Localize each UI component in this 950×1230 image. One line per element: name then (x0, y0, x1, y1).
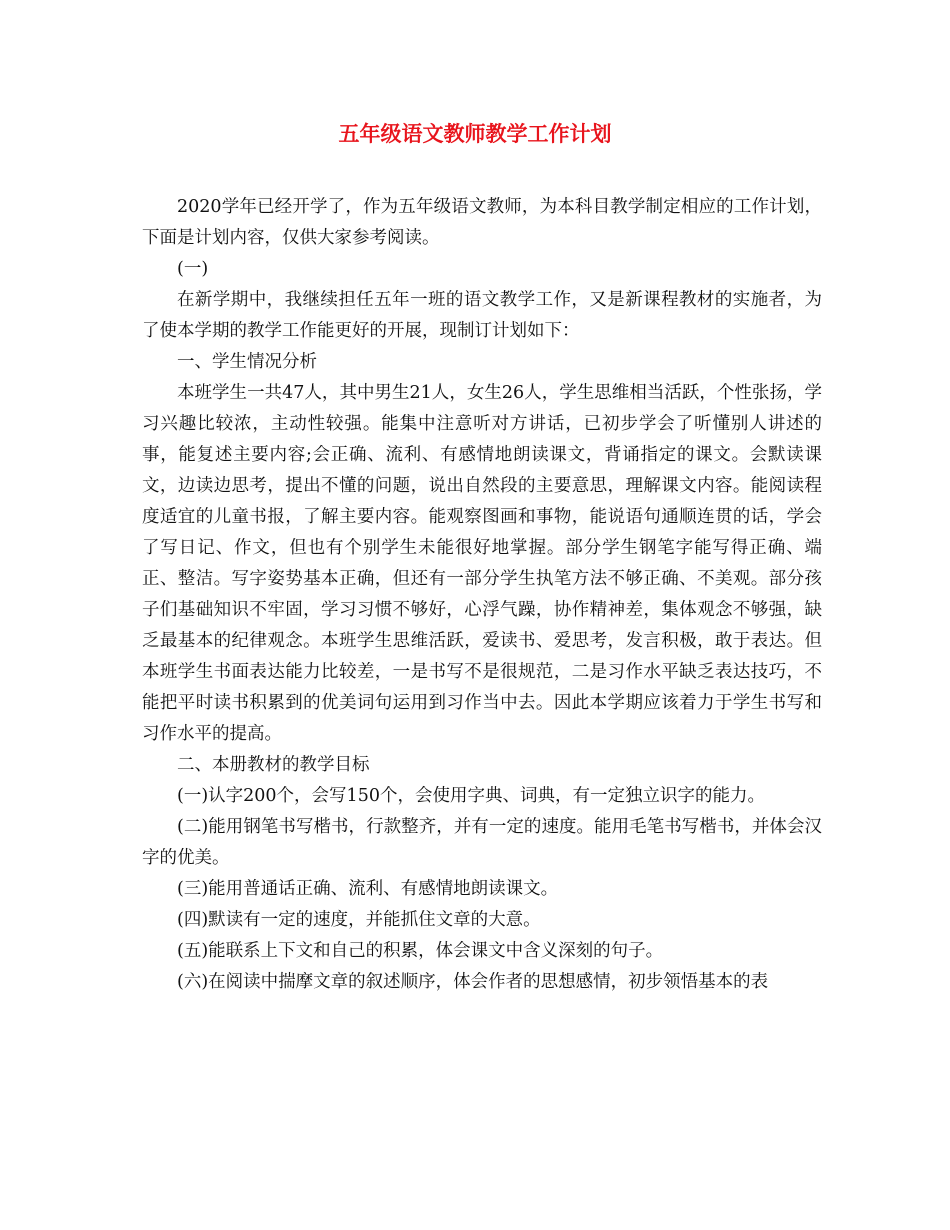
paragraph-preface: 在新学期中，我继续担任五年一班的语文教学工作，又是新课程教材的实施者，为了使本学期的教学工作能更好的开展，现制订计划如下： (142, 290, 822, 341)
document-title: 五年级语文教师教学工作计划 (338, 121, 612, 146)
goal-item-2: (二)能用钢笔书写楷书，行款整齐，并有一定的速度。能用毛笔书写楷书，并体会汉字的优美。 (142, 817, 822, 868)
paragraph-student-analysis: 本班学生一共47人，其中男生21人，女生26人，学生思维相当活跃，个性张扬，学习兴趣比较浓，主动性较强。能集中注意听对方讲话，已初步学会了听懂别人讲述的事，能复述主要内容;会正确、流利、有感情地朗读课文，背诵指定的课文。会默读课文，边读边思考，提出不懂的问题，说出自然段的主要意思，理解课文内容。能阅读程度适宜的儿童书报，了解主要内容。能观察图画和事物，能说语句通顺连贯的话，学会了写日记、作文，但也有个别学生未能很好地掌握。部分学生钢笔字能写得正确、端正、整洁。写字姿势基本正确，但还有一部分学生执笔方法不够正确、不美观。部分孩子们基础知识不牢固，学习习惯不够好，心浮气躁，协作精神差，集体观念不够强，缺乏最基本的纪律观念。本班学生思维活跃，爱读书、爱思考，发言积极，敢于表达。但本班学生书面表达能力比较差，一是书写不是很规范，二是习作水平缺乏表达技巧，不能把平时读书积累到的优美词句运用到习作当中去。因此本学期应该着力于学生书写和习作水平的提高。 (142, 383, 822, 744)
goal-item-3: (三)能用普通话正确、流利、有感情地朗读课文。 (177, 879, 559, 899)
goal-item-4: (四)默读有一定的速度，并能抓住文章的大意。 (177, 910, 541, 930)
heading-teaching-goals: 二、本册教材的教学目标 (177, 755, 370, 775)
goal-item-1: (一)认字200个，会写150个，会使用字典、词典，有一定独立识字的能力。 (177, 786, 765, 806)
goal-item-5: (五)能联系上下文和自己的积累，体会课文中含义深刻的句子。 (177, 941, 664, 961)
document-body (142, 192, 822, 998)
paragraph-section-marker: (一) (177, 259, 209, 279)
heading-student-analysis: 一、学生情况分析 (177, 352, 317, 372)
goal-item-6: (六)在阅读中揣摩文章的叙述顺序，体会作者的思想感情，初步领悟基本的表 (177, 972, 769, 992)
paragraph-intro: 2020学年已经开学了，作为五年级语文教师，为本科目教学制定相应的工作计划，下面是计划内容，仅供大家参考阅读。 (142, 197, 822, 248)
